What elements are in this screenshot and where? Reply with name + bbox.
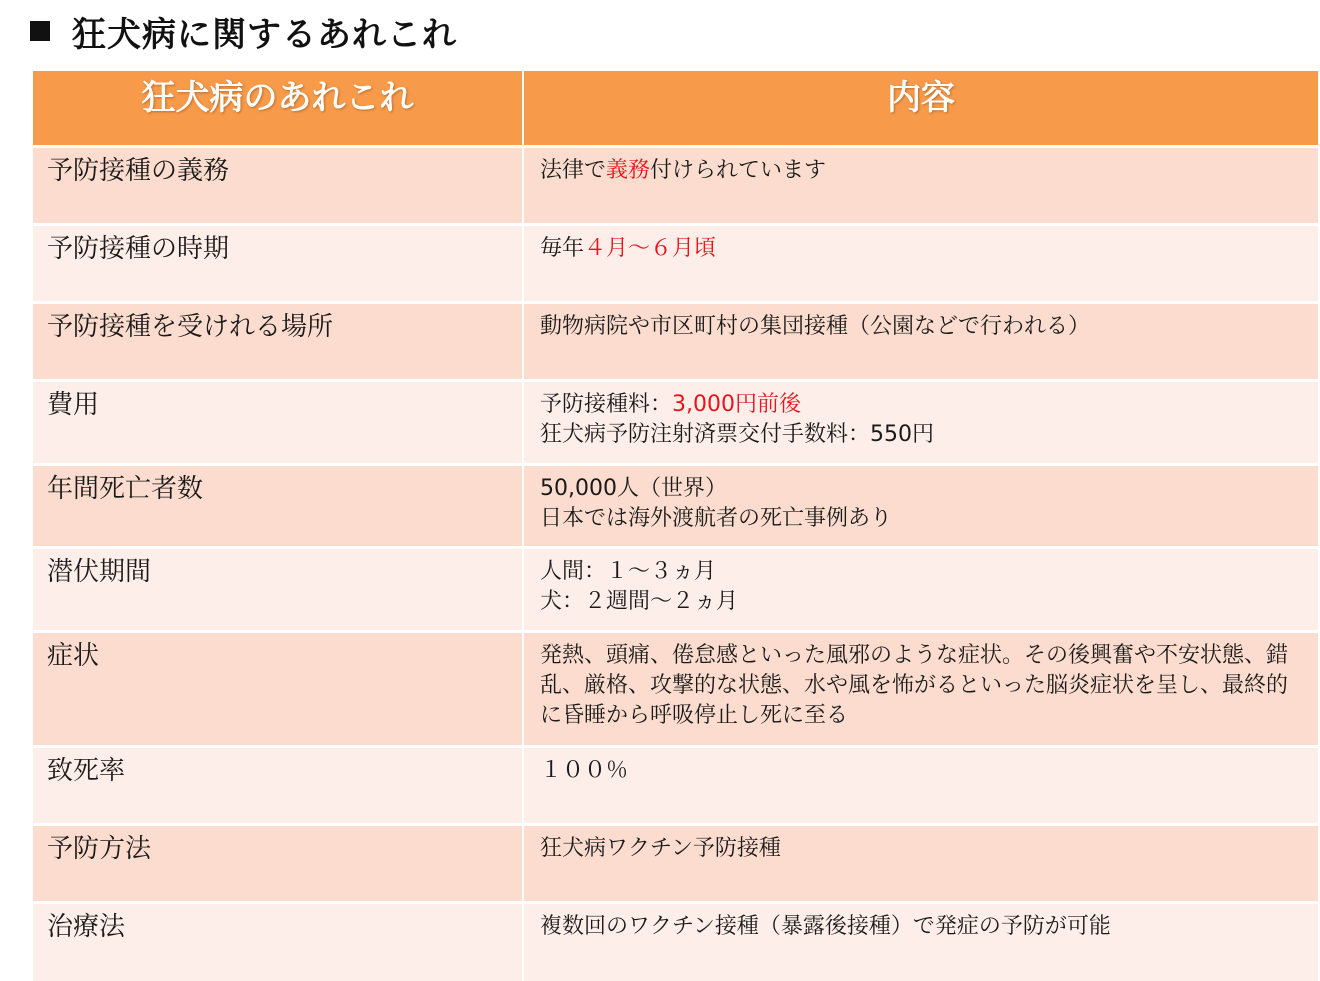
row-label: 年間死亡者数 (33, 465, 523, 548)
table-row (33, 303, 1319, 381)
row-value: 動物病院や市区町村の集団接種（公園などで行われる） (523, 303, 1319, 381)
rabies-info-table (33, 71, 1320, 981)
row-value: 人間：１～３ヵ月 犬：２週間～２ヵ月 (523, 548, 1319, 632)
table-row (33, 465, 1319, 548)
row-value: 発熱、頭痛、倦怠感といった風邪のような症状。その後興奮や不安状態、錯乱、厳格、攻撃的な状態、水や風を怖がるといった脳炎症状を呈し、最終的に昏睡から呼吸停止し死に至る (523, 632, 1319, 747)
row-value: 毎年４月～６月頃 (523, 225, 1319, 303)
table-header-row (33, 71, 1319, 147)
row-value: 50,000人（世界） 日本では海外渡航者の死亡事例あり (523, 465, 1319, 548)
table-row (33, 632, 1319, 747)
table-row (33, 548, 1319, 632)
row-label: 症状 (33, 632, 523, 747)
table-row (33, 381, 1319, 465)
row-value: 法律で義務付けられています (523, 147, 1319, 225)
row-label: 潜伏期間 (33, 548, 523, 632)
row-label: 予防接種の義務 (33, 147, 523, 225)
row-value: 狂犬病ワクチン予防接種 (523, 825, 1319, 903)
row-value: 複数回のワクチン接種（暴露後接種）で発症の予防が可能 (523, 903, 1319, 981)
row-value: 予防接種料：3,000円前後 狂犬病予防注射済票交付手数料：550円 (523, 381, 1319, 465)
row-label: 予防接種の時期 (33, 225, 523, 303)
page-title-text: 狂犬病に関するあれこれ (72, 14, 457, 55)
row-label: 致死率 (33, 747, 523, 825)
row-label: 予防方法 (33, 825, 523, 903)
row-label: 費用 (33, 381, 523, 465)
column-header-topic: 狂犬病のあれこれ (33, 71, 523, 147)
page-title (30, 6, 457, 56)
table-row (33, 225, 1319, 303)
row-label: 予防接種を受けれる場所 (33, 303, 523, 381)
row-label: 治療法 (33, 903, 523, 981)
column-header-content: 内容 (523, 71, 1319, 147)
row-value: １００％ (523, 747, 1319, 825)
table-row (33, 825, 1319, 903)
table-row (33, 747, 1319, 825)
table-row (33, 903, 1319, 981)
square-bullet-icon (30, 21, 50, 41)
table-row (33, 147, 1319, 225)
